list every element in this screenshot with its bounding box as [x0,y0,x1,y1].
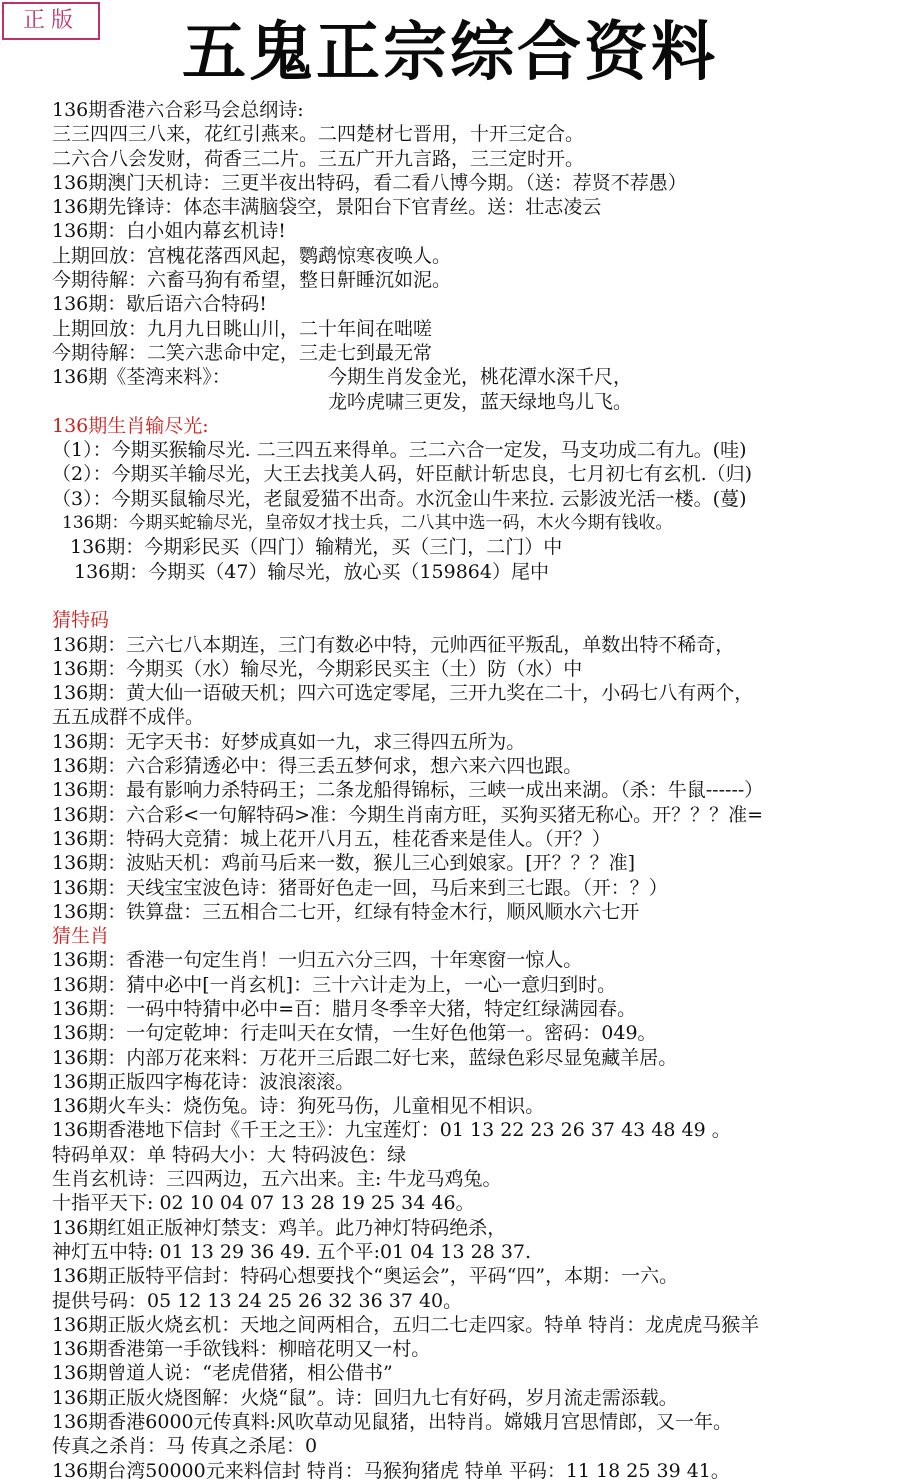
text-line: 神灯五中特: 01 13 29 36 49. 五个平:01 04 13 28 37. [52,1240,532,1263]
text-line: 136期：猜中必中[一肖玄机]：三十六计走为上，一心一意归到时。 [52,973,617,996]
text-line: 136期香港地下信封《千王之王》：九宝莲灯：01 13 22 23 26 37 43 48 49 。 [52,1119,731,1142]
text-line: 二六合八会发财，荷香三二片。三五广开九言路，三三定时开。 [52,147,585,170]
text-line: 上期回放：宫槐花落西风起，鹦鹉惊寒夜唤人。 [52,244,452,267]
poem-line-1: 今期生肖发金光，桃花潭水深千尺， [328,366,633,389]
text-line: 三三四四三八来，花红引燕来。二四楚材七晋用，十开三定合。 [52,123,585,146]
text-line: 136期香港六合彩马会总纲诗: [52,99,304,121]
text-line: 136期火车头：烧伤兔。诗：狗死马伤，儿童相见不相识。 [52,1095,545,1118]
text-line: （1）：今期买猴输尽光. 二三四五来得单。三二六合一定发，马支功成二有九。(哇) [52,439,747,462]
text-line: 今期待解：二笑六悲命中定，三走七到最无常 [52,341,433,364]
text-line: 传真之杀肖：马 传真之杀尾：0 [52,1435,318,1458]
text-line: 特码单双：单 特码大小：大 特码波色：绿 [52,1143,407,1166]
section-heading-guess-zodiac: 猜生肖 [52,925,110,948]
poem-line-2: 龙吟虎啸三更发，蓝天绿地鸟儿飞。 [328,390,633,413]
text-line: 136期：三六七八本期连，三门有数必中特，元帅西征平叛乱，单数出特不稀奇， [52,633,735,656]
text-line: 136期台湾50000元来料信封 特肖：马猴狗猪虎 特单 平码：11 18 25 39 41。 [52,1459,730,1482]
poem-label: 136期《荃湾来料》： [52,366,231,389]
text-line: 十指平天下: 02 10 04 07 13 28 19 25 34 46。 [52,1192,475,1215]
poem-row [52,390,900,414]
text-line: 136期：波贴天机：鸡前马后来一数，猴儿三心到娘家。[开？？？准] [52,852,636,875]
text-line: 136期：歇后语六合特码! [52,293,267,316]
page-title: 五鬼正宗综合资料 [182,16,718,90]
text-line: （2）：今期买羊输尽光，大王去找美人码，奸臣献计斩忠良，七月初七有玄机.（归) [52,463,753,486]
text-line: 136期正版四字梅花诗：波浪滚滚。 [52,1070,355,1093]
text-line: 上期回放：九月九日眺山川，二十年间在咄嗟 [52,317,433,340]
text-line: 136期香港6000元传真料:风吹草动见鼠猪，出特肖。嫦娥月宫思情郎，又一年。 [52,1411,733,1434]
poem-row [52,365,900,389]
text-line: 136期正版特平信封：特码心想要找个“奥运会”，平码“四”，本期：一六。 [52,1265,679,1288]
text-line: 136期：一句定乾坤：行走叫天在女情，一生好色他第一。密码：049。 [52,1022,657,1045]
genuine-badge: 正版 [2,2,100,40]
text-line: 136期：今期买蛇输尽光，皇帝奴才找士兵，二八其中选一码，木火今期有钱收。 [62,513,673,534]
text-line: 136期曾道人说：“老虎借猪，相公借书” [52,1362,393,1385]
text-line: 136期正版火烧图解：火烧“鼠”。诗：回归九七有好码，岁月流走需添载。 [52,1386,678,1409]
text-line: 今期待解：六畜马狗有希望，整日鼾睡沉如泥。 [52,269,452,292]
text-line: （3）：今期买鼠输尽光，老鼠爱猫不出奇。水沉金山牛来拉. 云影波光活一楼。(蔓) [52,487,747,510]
text-line: 136期正版火烧玄机：天地之间两相合，五归二七走四家。特单 特肖：龙虎虎马猴羊 [52,1313,760,1336]
section-heading-guess-number: 猜特码 [52,609,110,632]
text-line: 136期：白小姐内幕玄机诗! [52,220,286,243]
text-line: 五五成群不成伴。 [52,706,205,729]
text-line: 136期：特码大竞猜：城上花开八月五，桂花香来是佳人。（开？） [52,827,611,850]
text-line: 生肖玄机诗：三四两边，五六出来。主: 牛龙马鸡兔。 [52,1168,502,1191]
text-line: 136期：六合彩<一句解特码>准：今期生肖南方旺，买狗买猪无称心。开？？？准= [52,803,764,826]
text-line: 136期：铁算盘：三五相合二七开，红绿有特金木行，顺风顺水六七开 [52,900,640,923]
section-heading-zodiac-lose: 136期生肖输尽光: [52,414,209,437]
text-line: 136期先锋诗：体态丰满脑袋空，景阳台下官青丝。送：壮志凌云 [52,196,602,219]
text-line: 136期：天线宝宝波色诗：猪哥好色走一回，马后来到三七跟。（开：？） [52,876,668,899]
text-line: 136期红姐正版神灯禁支：鸡羊。此乃神灯特码绝杀， [52,1216,507,1239]
document-body [52,98,900,1483]
text-line: 136期：内部万花来料：万花开三后跟二好七来，蓝绿色彩尽显兔藏羊居。 [52,1046,678,1069]
text-line: 136期：香港一句定生肖！一归五六分三四，十年寒窗一惊人。 [52,949,583,972]
text-line: 提供号码：05 12 13 24 25 26 32 36 37 40。 [52,1289,463,1312]
text-line: 136期香港第一手欲钱料：柳暗花明又一村。 [52,1338,431,1361]
text-line: 136期：一码中特猜中必中=百：腊月冬季辛大猪，特定红绿满园春。 [52,997,637,1020]
text-line: 136期澳门天机诗：三更半夜出特码，看二看八博今期。（送：荐贤不荐愚） [52,171,687,194]
text-line: 136期：黄大仙一语破天机；四六可选定零尾，三开九奖在二十，小码七八有两个， [52,682,754,705]
text-line: 136期：六合彩猜透必中：得三丢五梦何求，想六来六四也跟。 [52,755,583,778]
text-line: 136期：今期买（水）输尽光，今期彩民买主（土）防（水）中 [52,657,583,680]
text-line: 136期：最有影响力杀特码王；二条龙船得锦标，三峡一成出来湖。（杀：牛鼠------） [52,779,764,802]
text-line: 136期：今期买（47）输尽光，放心买（159864）尾中 [74,560,549,583]
text-line: 136期：无字天书：好梦成真如一九，求三得四五所为。 [52,730,526,753]
text-line: 136期：今期彩民买（四门）输精光，买（三门，二门）中 [70,536,563,559]
